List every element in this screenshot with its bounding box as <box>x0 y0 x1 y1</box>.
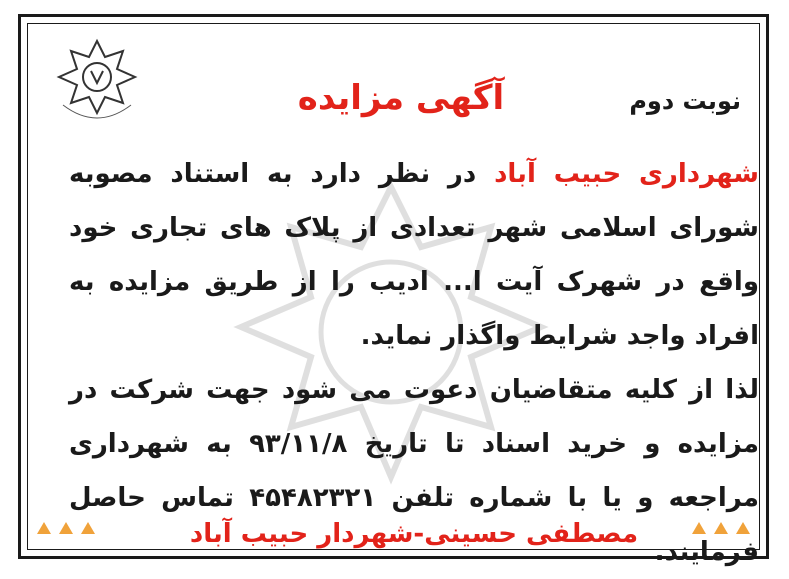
signature: مصطفی حسینی-شهردار حبیب آباد <box>189 519 639 549</box>
decor-triangle <box>714 522 728 534</box>
decor-triangle <box>81 522 95 534</box>
decor-triangle <box>736 522 750 534</box>
paragraph-1 <box>69 147 759 363</box>
municipality-logo <box>51 35 143 127</box>
notice-title: آگهی مزایده <box>297 78 505 118</box>
decor-triangle <box>37 522 51 534</box>
notice-header <box>161 75 741 125</box>
paragraph-1-text: در نظر دارد به استناد مصوبه شورای اسلامی شهر تعدادی از پلاک های تجاری خود واقع در شهرک آیت ا... ادیب را از طریق مزایده به افراد واجد شرایط واگذار نماید. <box>69 159 759 351</box>
municipality-name: شهرداری حبیب آباد <box>494 159 759 189</box>
decor-triangle <box>59 522 73 534</box>
decor-triangle <box>692 522 706 534</box>
notice-frame <box>18 14 769 567</box>
notice-round: نوبت دوم <box>629 87 741 115</box>
paragraph-2: لذا از کلیه متقاضیان دعوت می شود جهت شرکت در مزایده و خرید اسناد تا تاریخ ۹۳/۱۱/۸ به شهرداری مراجعه و یا با شماره تلفن ۴۵۴۸۲۳۲۱ تماس حاصل فرمایند. <box>69 375 759 567</box>
municipality-emblem-icon <box>51 35 143 127</box>
